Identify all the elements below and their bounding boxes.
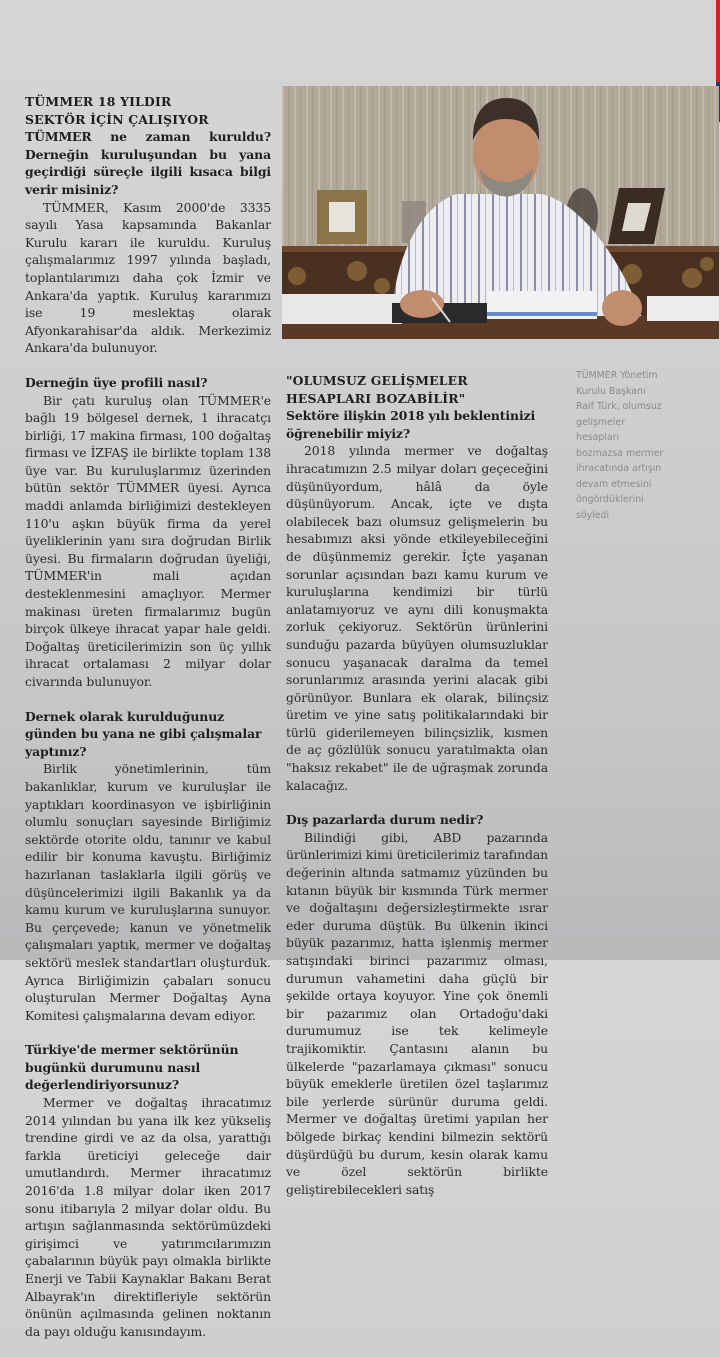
qa-block: [286, 811, 548, 1198]
question: Derneğin üye profili nasıl?: [25, 374, 208, 390]
papers-left: [282, 294, 402, 324]
interview-photo: [282, 86, 719, 339]
qa-block: [25, 374, 271, 691]
section-kicker: [286, 372, 548, 407]
portrait-illustration: [282, 86, 719, 339]
kicker-line: TÜMMER 18 YILDIR: [25, 94, 172, 109]
answer: 2018 yılında mermer ve doğaltaş ihracatımızın 2.5 milyar doları geçeceğini düşünüyordum, hâlâ da öyle düşünüyorum. Ancak, içte ve dışta olabilecek bazı olumsuz gelişmelerin bu hesabımızı aksi yönde etkileyebileceğini de düşünmemiz gerekir. İçte yaşanan sorunlar açısından bazı kamu kurum ve kuruluşlarına kendimizi bir türlü anlatamıyoruz ve aynı dili konuşmakta zorluk çekiyoruz. Sektörün ürünlerini sunduğu pazarda büyüyen olumsuzluklar sonucu yaşanacak daralma da temel sorunlarımız arasında yerini alacak gibi görünüyor. Bunlara ek olarak, bilinçsiz üretim ve yine satış politikalarındaki bir türlü giderilemeyen bilinçsizlik, kısmen de aç gözlülük sonucu yaratılmakta olan "haksız rekabet" ile de uğraşmak zorunda kalacağız.: [286, 443, 548, 793]
qa-block: [25, 128, 271, 357]
question: Dernek olarak kurulduğunuz günden bu yana ne gibi çalışmalar yaptınız?: [25, 708, 262, 759]
question: Dış pazarlarda durum nedir?: [286, 812, 484, 828]
question: Türkiye'de mermer sektörünün bugünkü durumunu nasıl değerlendiriyorsunuz?: [25, 1042, 239, 1093]
question: Sektöre ilişkin 2018 yılı beklentinizi öğrenebilir miyiz?: [286, 408, 536, 441]
section-kicker: [25, 93, 271, 128]
page-edge-red-stripe: [716, 0, 720, 82]
kicker-line: HESAPLARI BOZABİLİR": [286, 390, 466, 406]
answer: TÜMMER, Kasım 2000'de 3335 sayılı Yasa kapsamında Bakanlar Kurulu kararı ile kuruldu. Kuruluş çalışmalarımız 1997 yılında başladı, toplantılarımızı daha çok İzmir ve Ankara'da yaptık. Kuruluş kararımızı ise 19 meslektaş olarak Afyonkarahisar'da aldık. Merkezimiz Ankara'da bulunuyor.: [25, 199, 271, 356]
qa-block: [25, 708, 271, 1025]
answer: Mermer ve doğaltaş ihracatımız 2014 yılından bu yana ilk kez yükseliş trendine girdi ve az da olsa, yarattığı farkla üreticiyi geleceğe dair umutlandırdı. Mermer ihracatımız 2016'da 1.8 milyar dolar iken 2017 sonu itibarıyla 2 milyar dolar oldu. Bu artışın sağlanmasında sektörümüzdeki girişimci ve yatırımcılarımızın çabalarının büyük payı olmakla birlikte Enerji ve Tabii Kaynaklar Bakanı Berat Albayrak'ın direktifleriyle sektörün önünün açılmasında gelinen noktanın da payı olduğu kanısındayım.: [25, 1095, 271, 1339]
photo-caption: TÜMMER Yönetim Kurulu Başkanı Raif Türk, olumsuz gelişmeler hesapları bozmazsa mermer ihracatında artışın devam etmesini öngördüklerini söyledi: [576, 370, 664, 521]
answer: Birlik yönetimlerinin, tüm bakanlıklar, kurum ve kuruluşlar ile yaptıkları koordinasyon ve işbirliğinin olumlu sonuçları sayesinde Birliğimiz sektörde otorite oldu, tanınır ve kabul edilir bir konuma kavuştu. Birliğimiz hazırlanan taslaklarla ilgili görüş ve düşüncelerimizi ilgili Bakanlık ya da kamu kurum ve kuruluşlarına sunuyor. Bu çerçevede; kanun ve yönetmelik çalışmaları yaptık, mermer ve doğaltaş sektörü meslek standartları oluşturduk. Ayrıca Birliğimizin çabaları sonucu oluşturulan Mermer Doğaltaş Ayna Komitesi çalışmalarına devam ediyor.: [25, 761, 271, 1023]
kicker-line: "OLUMSUZ GELİŞMELER: [286, 373, 468, 388]
papers-right: [647, 296, 719, 321]
article-column-1: [25, 93, 271, 1357]
right-hand: [602, 290, 642, 326]
question: TÜMMER ne zaman kuruldu? Derneğin kuruluşundan bu yana geçirdiği süreçle ilgili kısaca bilgi verir misiniz?: [25, 129, 271, 197]
qa-block: [25, 1041, 271, 1340]
qa-block: [286, 407, 548, 794]
kicker-line: SEKTÖR İÇİN ÇALIŞIYOR: [25, 111, 209, 127]
article-column-2: [286, 372, 548, 1215]
answer: Bilindiği gibi, ABD pazarında ürünlerimizi kimi üreticilerimiz tarafından değerinin altında satmamız yüzünden bu kıtanın büyük bir kısmında Türk mermer ve doğaltaşını değersizleştirmekte ısrar eder duruma düştük. Bu ülkenin ikinci büyük pazarımız, hatta işlenmiş mermer satışındaki birinci pazarımız olması, durumun vahametini daha güçlü bir şekilde ortaya koyuyor. Yine çok önemli bir pazarımız olan Ortadoğu'daki durumumuz ise tek kelimeyle trajikomiktir. Çantasını alanın bu ülkelerde "pazarlamaya çıkması" sonucu büyük emeklerle üretilen özel taşlarımız bile yerlerde sürünür duruma geldi. Mermer ve doğaltaş üretimi yapılan her bölgede birkaç kendini bilmezin sektörü düşürdüğü bu durum, kesin olarak kamu ve özel sektörün birlikte geliştirebilecekleri satış: [286, 829, 548, 1197]
answer: Bir çatı kuruluş olan TÜMMER'e bağlı 19 bölgesel dernek, 1 ihracatçı birliği, 17 makina firması, 100 doğaltaş firması ve İZFAŞ ile birlikte toplam 138 üye var. Bu kuruluşlarımız üzerinden bütün sektör TÜMMER üyesi. Ayrıca maddi anlamda birliğimizi destekleyen 110'u aşkın büyük firma da yerel üyeliklerinin yanı sıra doğrudan Birlik üyesi. Bu firmaların doğrudan üyeliği, TÜMMER'in mali açıdan desteklenmesini amaçlıyor. Mermer makinası üreten firmalarımız bugün birçok ülkeye ihracat yapar hale geldi. Doğaltaş üreticilerimizin son üç yıllık ihracat ortalaması 2 milyar dolar civarında bulunuyor.: [25, 392, 271, 689]
